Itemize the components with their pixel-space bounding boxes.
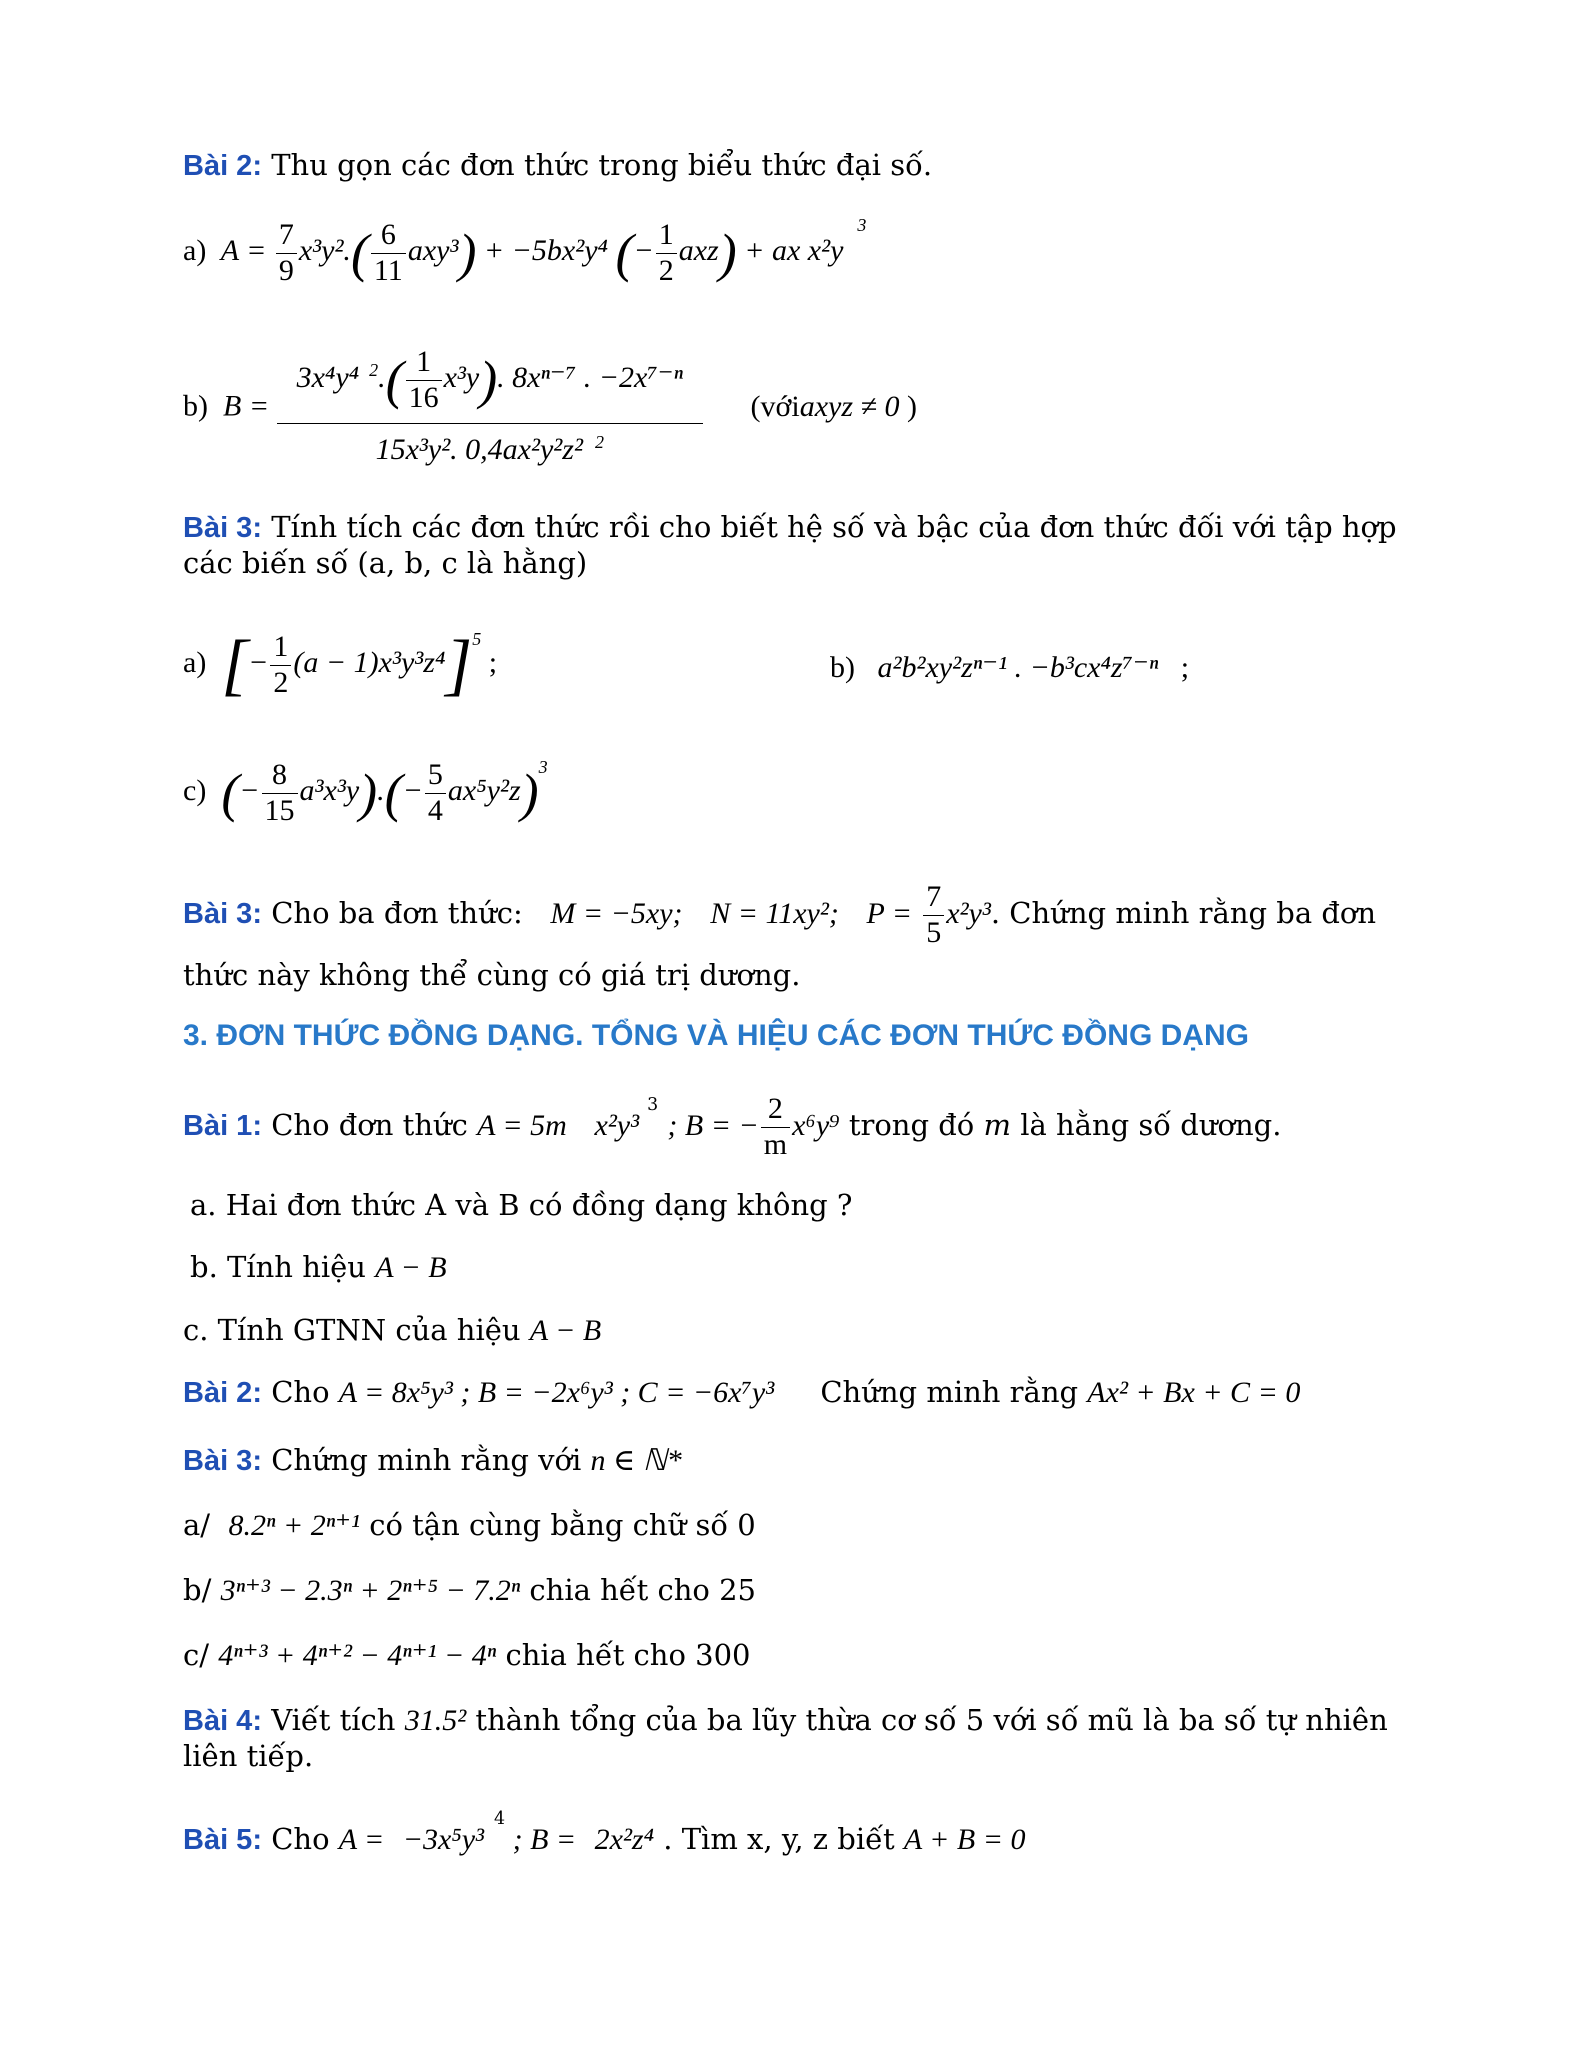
exercise-text: Tính tích các đơn thức rồi cho biết hệ số và bậc của đơn thức đối với tập hợp các biến số (a, b, c là hằng) [183,510,1397,580]
bai2-a: a) A = $\frac{7}{9}$ x³y².( $\frac{6}{11}$ axy³) + −5bx²y⁴ (− $\frac{1}{2}$ axz) + ax $x^2y^3$ [183,214,867,287]
s-bai2: Bài 2: Cho A = 8x⁵y³ ; B = −2x⁶y³ ; C = −6x⁷y³ Chứng minh rằng Ax² + Bx + C = 0 [183,1375,1301,1409]
item-label: b) [183,389,208,423]
s-bai5: Bài 5: Cho A = −3x⁵y³$^4$ ; B = 2x²z⁴ . Tìm x, y, z biết A + B = 0 [183,1809,1026,1856]
math-lhs: B = [223,389,270,423]
math-lhs: A = [220,233,267,267]
bai3b-line2: thức này không thể cùng có giá trị dương. [183,958,801,992]
bai3b-line1: Bài 3: Cho ba đơn thức: M = −5xy; N = 11xy²; P = $\frac{7}{5}$ x²y³. Chứng minh rằng ba đơn [183,880,1377,949]
math-term: axz [678,233,719,267]
s-bai3: Bài 3: Chứng minh rằng với n ∈ ℕ* [183,1443,682,1477]
item-label: a) [183,233,207,267]
math-op: + [483,233,505,267]
math-term: x²y [807,233,844,267]
exponent: 5 [472,628,482,649]
bai2-b [183,345,917,468]
exercise-label: Bài 3: [183,898,262,930]
item-label: a) [183,645,207,679]
question-c: c. Tính GTNN của hiệu A − B [183,1313,602,1347]
exercise-label: Bài 2: [183,1377,262,1409]
math-term: a³x³y [299,773,360,807]
exercise-label: Bài 5: [183,1824,262,1856]
bai3-b: b) a²b²xy²zⁿ⁻¹ . −b³cx⁴z⁷⁻ⁿ ; [830,651,1190,684]
math-term: x³y². [298,233,351,267]
exercise-label: Bài 3: [183,512,262,544]
condition-note: (vớiaxyz ≠ 0 ) [750,389,917,423]
big-fraction: 3x⁴y⁴ $^2$.( $\frac{1}{16}$ x³y). 8xⁿ⁻⁷ . −2x⁷⁻ⁿ 15x³y². 0,4ax²y²z² $^2$ [277,345,703,468]
math-term: P = [866,897,913,930]
math-term: N = 11xy²; [710,897,839,930]
fraction: $\frac{7}{9}$ [276,218,297,288]
math-term: a²b²xy²zⁿ⁻¹ [877,651,1008,684]
math-term: ax⁵y²z [447,773,521,807]
math-term: axy³ [407,233,459,267]
math-term: A = 5m [477,1109,567,1142]
fraction: $\frac{7}{5}$ [923,880,944,950]
question-a: a. Hai đơn thức A và B có đồng dạng không ? [190,1188,853,1222]
math-term: A = 8x⁵y³ ; B = −2x⁶y³ ; C = −6x⁷y³ [338,1376,775,1409]
math-term: B = − [684,1109,759,1142]
fraction: $\frac{1}{16}$ [406,345,442,415]
math-term: −b³cx⁴z⁷⁻ⁿ [1029,651,1159,684]
s-bai4: Bài 4: Viết tích 31.5² thành tổng của ba lũy thừa cơ số 5 với số mũ là ba số tự nhiên liên tiếp. [183,1703,1388,1773]
exponent: 3 [857,214,867,235]
math-term: 3x⁴y⁴ [296,360,360,394]
fraction: $\frac{6}{11}$ [371,218,406,288]
exercise-label: Bài 2: [183,150,262,182]
item-label: b) [830,651,855,684]
math-term: (a − 1)x³y³z⁴ [293,645,446,679]
exercise-label: Bài 4: [183,1705,262,1737]
fraction: $\frac{2}{m}$ [761,1092,790,1162]
math-term: Ax² + Bx + C = 0 [1087,1376,1301,1409]
exponent: 3 [538,756,548,777]
bai3-c: c) (− $\frac{8}{15}$ a³x³y).(− $\frac{5}{4}$ ax⁵y²z)$^3$ [183,756,548,827]
fraction: $\frac{1}{2}$ [270,630,291,700]
exercise-label: Bài 1: [183,1110,262,1142]
question-b: b. Tính hiệu A − B [190,1250,447,1284]
s-bai3-b: b/ 3ⁿ⁺³ − 2.3ⁿ + 2ⁿ⁺⁵ − 7.2ⁿ chia hết cho 25 [183,1573,756,1607]
fraction: $\frac{5}{4}$ [425,758,446,828]
exercise-text: Thu gọn các đơn thức trong biểu thức đại số. [261,148,933,182]
fraction: $\frac{1}{2}$ [656,218,677,288]
math-term: x²y³ [946,897,991,930]
exercise-label: Bài 3: [183,1445,262,1477]
math-term: n ∈ ℕ* [590,1444,682,1477]
math-term: M = −5xy; [550,897,683,930]
math-term: 15x³y². 0,4ax²y²z² [375,433,583,466]
s-bai3-c: c/ 4ⁿ⁺³ + 4ⁿ⁺² − 4ⁿ⁺¹ − 4ⁿ chia hết cho 300 [183,1638,751,1672]
bai3-a: a) [− $\frac{1}{2}$ (a − 1)x³y³z⁴]$^5$ ; [183,626,498,703]
math-term: + ax [744,233,801,267]
bai2-heading [183,148,932,184]
s-bai1-heading: Bài 1: Cho đơn thức A = 5m x²y³$^3$ ; B = − $\frac{2}{m}$ x⁶y⁹ trong đó m là hằng số dương. [183,1092,1282,1161]
bai3-heading [183,510,1423,581]
math-term: −5bx²y⁴ [511,233,608,267]
section-heading: 3. ĐƠN THỨC ĐỒNG DẠNG. TỔNG VÀ HIỆU CÁC ĐƠN THỨC ĐỒNG DẠNG [183,1019,1249,1052]
item-label: c) [183,773,207,807]
fraction: $\frac{8}{15}$ [262,758,298,828]
s-bai3-a: a/ 8.2ⁿ + 2ⁿ⁺¹ có tận cùng bằng chữ số 0 [183,1508,756,1542]
